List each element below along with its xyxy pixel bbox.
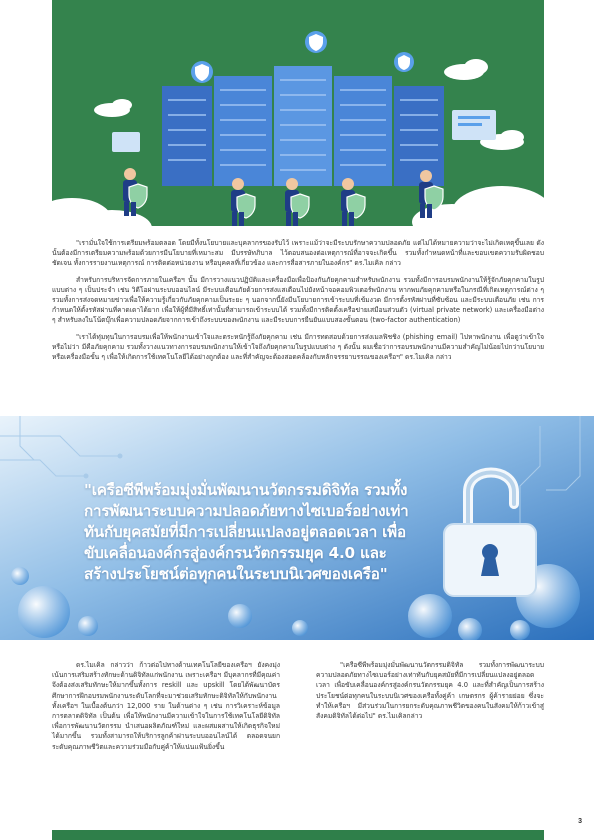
two-column-text bbox=[52, 660, 544, 752]
body-paragraph: ดร.ไมเคิล กล่าวว่า ก้าวต่อไปทางด้านเทคโนโลยีของเครือฯ ยังคงมุ่งเน้นการเสริมสร้างทักษะด้านดิจิทัลแก่พนักงาน เพราะเครือฯ มีบุคลากรที่มีคุณค่า จึงต้องส่งเสริมทักษะให้มากขึ้นทั้งการ reskill และ upskill โดยได้พัฒนาบัตรศึกษาการฝึกอบรมพนักงานระดับโลกที่จะมาช่วยเสริมทักษะดิจิทัลให้กับพนักงานทั้งเครือฯ ในเบื้องต้นกว่า 12,000 ราย ในด้านต่าง ๆ เช่น การวิเคราะห์ข้อมูล การตลาดดิจิทัล เป็นต้น เพื่อให้พนักงานมีความเข้าใจในการใช้เทคโนโลยีดิจิทัลเพื่อการพัฒนานวัตกรรม นำเสนอผลิตภัณฑ์ใหม่ และผสมผสานให้เกิดธุรกิจใหม่ได้มากขึ้น รวมทั้งสามารถให้บริการลูกค้าผ่านระบบออนไลน์ได้ ตลอดจนยกระดับคุณภาพชีวิตและความร่วมมือกับคู่ค้าให้แน่นแฟ้นยิ่งขึ้น bbox=[52, 661, 280, 751]
server-room-artwork bbox=[52, 0, 544, 226]
pull-quote: "เครือซีพีพร้อมมุ่งมั่นพัฒนานวัตกรรมดิจิทัล รวมทั้งการพัฒนาระบบความปลอดภัยทางไซเบอร์อย่างเท่าทันกับยุคสมัยที่มีการเปลี่ยนแปลงอยู่ตลอดเวลา เพื่อขับเคลื่อนองค์กรสู่องค์กรนวัตกรรมยุค 4.0 และสร้างประโยชน์ต่อทุกคนในระบบนิเวศของเครือ" bbox=[84, 481, 409, 583]
body-paragraph: สำหรับการบริหารจัดการภายในเครือฯ นั้น มีการวางแนวปฏิบัติและเครื่องมือเพื่อป้องกันภัยคุกคามสำหรับพนักงาน รวมทั้งมีการอบรมพนักงานให้รู้จักภัยคุกคามในรูปแบบต่าง ๆ เป็นประจำ เช่น วิดีโอผ่านระบบออนไลน์ มีระบบเตือนภัยด้วยการส่งแสเตือนไปยังหน้าจอคอมพิวเตอร์พนักงาน หากพบภัยคุกคามหรือในกรณีที่เกิดเหตุการณ์ต่าง ๆ รวมทั้งการส่งจดหมายข่าวเพื่อให้ความรู้เกี่ยวกับภัยคุกคามเป็นระยะ ๆ นอกจากนี้ยังมีนโยบายการเข้าระบบที่เข้มงวด มีการตั้งรหัสผ่านที่ซับซ้อน และมีระบบเตือนภัย เช่น การกำหนดให้ตั้งรหัสผ่านที่คาดเดาได้ยาก เพื่อให้ผู้ที่มีสิทธิ์เท่านั้นที่สามารถเข้าระบบได้ รวมทั้งมีการติดตั้งเครือข่ายเสมือนส่วนตัว (virtual private network) และเครื่องมือต่าง ๆ สำหรับลงในโน้ตบุ๊กเพื่อความปลอดภัยจากการเข้าถึงระบบของพนักงาน และมีระบบการยืนยันแบบสองขั้นตอน (two-factor authentication) bbox=[52, 275, 544, 325]
right-column bbox=[316, 660, 544, 752]
footer-bar bbox=[52, 830, 544, 840]
left-column bbox=[52, 660, 280, 752]
body-paragraph: "เราได้ทุ่มทุนในการอบรมเพื่อให้พนักงานเข้าใจและตระหนักรู้ถึงภัยคุกคาม เช่น มีการทดสอบด้วยการส่งเมลฟิชชิง (phishing email) ไปหาพนักงาน เพื่อดูว่าเข้าใจหรือไม่ว่า มีคือภัยคุกคาม รวมทั้งวางแนวทางการอบรมพนักงานให้เข้าใจถึงภัยคุกคามในรูปแบบต่าง ๆ ดังนั้น ผมเชื่อว่าการอบรมพนักงานมีความสำคัญไม่น้อยไปกว่านโยบายหรือเครื่องมือขั้น ๆ เพื่อให้เกิดการใช้เทคโนโลยีได้อย่างถูกต้อง และที่สำคัญจะต้องสอดคล้องกับหลักจรรยาบรรณของเครือฯ" ดร.ไมเคิล กล่าว bbox=[52, 332, 544, 362]
body-paragraph: "เรามั่นใจใช้การเตรียมพร้อมตลอด โดยมีทั้งนโยบายและบุคลากรของรับไว้ เพราะแม้ว่าจะมีระบบรักษาความปลอดภัย แต่ไม่ได้หมายความว่าจะไม่เกิดเหตุขึ้นเลย ดังนั้นต้องมีการเตรียมความพร้อมด้วยการมีนโยบายที่เหมาะสม มีบรรษัทภิบาล ไว้ตอบสนองต่อเหตุการณ์ที่อาจจะเกิดขึ้น รวมทั้งกำหนดหน้าที่และขอบเขตความรับผิดชอบชัดเจน ทั้งการรายงานเหตุการณ์ การติดต่อหน่วยงาน หรือบุคคลที่เกี่ยวข้อง และการสื่อสารภายในองค์กร" ดร.ไมเคิล กล่าว bbox=[52, 239, 544, 268]
body-paragraph: "เครือซีพีพร้อมมุ่งมั่นพัฒนานวัตกรรมดิจิทัล รวมทั้งการพัฒนาระบบความปลอดภัยทางไซเบอร์อย่างเท่าทันกับยุคสมัยที่มีการเปลี่ยนแปลงอยู่ตลอดเวลา เพื่อขับเคลื่อนองค์กรสู่องค์กรนวัตกรรมยุค 4.0 และที่สำคัญเป็นการสร้างประโยชน์ต่อทุกคนในระบบนิเวศของเครือทั้งคู่ค้า เกษตรกร ผู้ค้ารายย่อย ซึ่งจะทำให้เครือฯ มีส่วนร่วมในการยกระดับคุณภาพชีวิตของคนในสังคมให้ก้าวเข้าสู่สังคมดิจิทัลได้ต่อไป" ดร.ไมเคิลกล่าว bbox=[316, 661, 544, 721]
cybersecurity-illustration bbox=[52, 0, 544, 226]
article-body bbox=[52, 238, 544, 368]
page-number: 3 bbox=[578, 818, 582, 825]
